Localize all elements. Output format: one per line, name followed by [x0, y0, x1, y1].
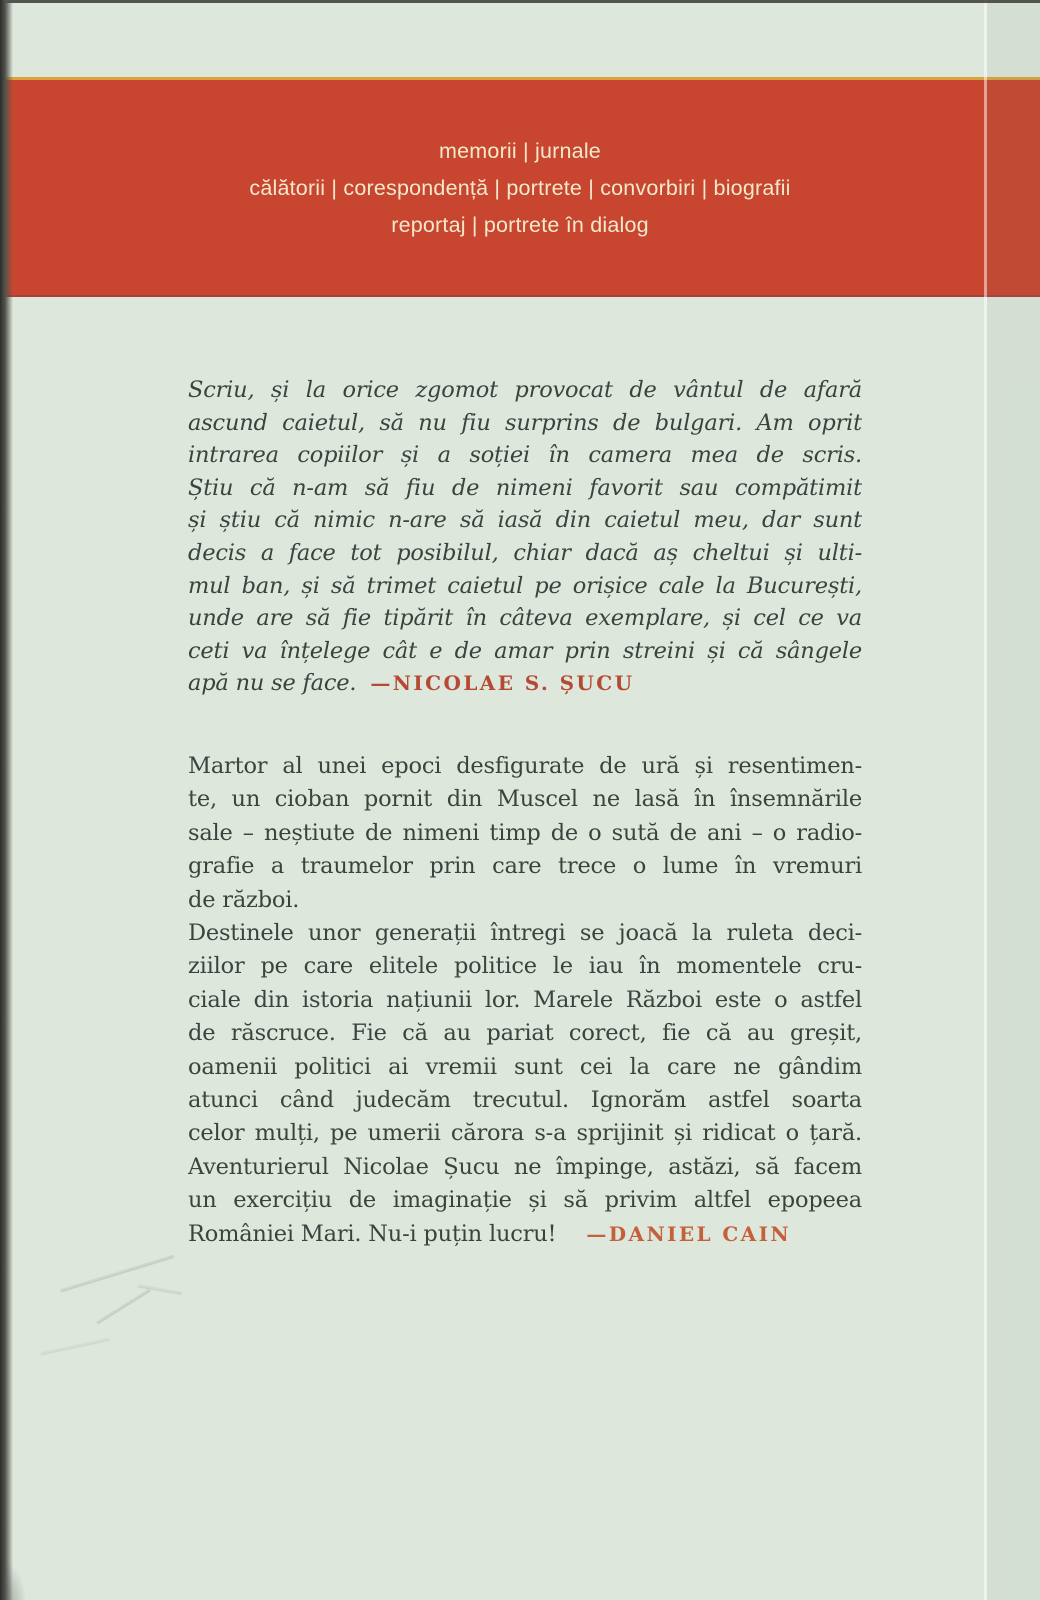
review-line: un exercițiu de imaginație și să privim altfel epopeea [188, 1187, 862, 1214]
review-line: Aventurierul Nicolae Șucu ne împinge, astăzi, să facem [188, 1153, 862, 1180]
review-paragraph-2 [188, 917, 862, 1251]
cover-right-band [987, 0, 1040, 1600]
quote-line: Scriu, și la orice zgomot provocat de vântul de afară [188, 377, 862, 403]
review-last-text: României Mari. Nu-i puțin lucru! [188, 1220, 557, 1247]
quote-line: intrarea copiilor și a soției în camera mea de scris. [188, 442, 862, 469]
quote-line: decis a face tot posibilul, chiar dacă aș cheltui și ulti- [188, 539, 862, 566]
review-line: Martor al unei epoci desfigurate de ură și resentimen- [188, 753, 862, 779]
banner-genre-line: călătorii | corespondență | portrete | convorbiri | biografii [249, 176, 791, 200]
review-attribution: —DANIEL CAIN [586, 1221, 792, 1246]
banner-genre-line: memorii | jurnale [439, 139, 601, 163]
scan-top-edge [0, 0, 1040, 3]
review-line: atunci când judecăm trecutul. Ignorăm astfel soarta [188, 1087, 862, 1114]
scuff-mark [96, 1289, 150, 1324]
cover-crease-line [984, 0, 987, 1600]
review-last-line [188, 1218, 862, 1251]
scuff-mark [41, 1338, 110, 1355]
quote-last-line [188, 667, 862, 700]
quote-line: unde are să fie tipărit în câteva exemplare, și cel ce va [188, 605, 862, 632]
review-line: ciale din istoria națiunii lor. Marele Război este o astfel [188, 986, 862, 1013]
review-line: de răscruce. Fie că au pariat corect, fie că au greșit, [188, 1020, 862, 1047]
review-line: grafie a traumelor prin care trece o lume în vremuri [188, 853, 862, 880]
quote-last-text: apă nu se face. [188, 670, 357, 697]
quote-line: ceti va înțelege cât e de amar prin streini și că sângele [188, 637, 862, 664]
quote-line: și știu că nimic n-are să iasă din caietul meu, dar sunt [188, 507, 862, 534]
review-line: oamenii politici ai vremii sunt cei la care ne gândim [188, 1053, 862, 1080]
spine-shadow [0, 0, 13, 1600]
review-line: Destinele unor generații întregi se joacă la ruleta deci- [188, 920, 862, 947]
quote-line: Știu că n-am să fiu de nimeni favorit sau compătimit [188, 474, 862, 501]
scuff-mark [60, 1255, 173, 1291]
genre-banner [0, 77, 1040, 297]
review-line: sale – neștiute de nimeni timp de o sută de ani – o radio- [188, 819, 862, 846]
review-paragraph-1-last-line: de război. [188, 886, 300, 913]
review-line: ziilor pe care elitele politice le iau în momentele cru- [188, 953, 862, 980]
quote-block [188, 374, 862, 700]
review-line: celor mulți, pe umerii cărora s-a sprijinit și ridicat o țară. [188, 1120, 862, 1147]
review-line: te, un cioban pornit din Muscel ne lasă în însemnările [188, 786, 862, 813]
review-block [188, 750, 862, 1251]
review-paragraph-1 [188, 750, 862, 917]
quote-line: ascund caietul, să nu fiu surprins de bulgari. Am oprit [188, 409, 862, 436]
quote-line: mul ban, și să trimet caietul pe orișice cale la București, [188, 572, 862, 599]
banner-genre-line: reportaj | portrete în dialog [391, 213, 649, 237]
quote-attribution: —NICOLAE S. ȘUCU [370, 671, 635, 696]
